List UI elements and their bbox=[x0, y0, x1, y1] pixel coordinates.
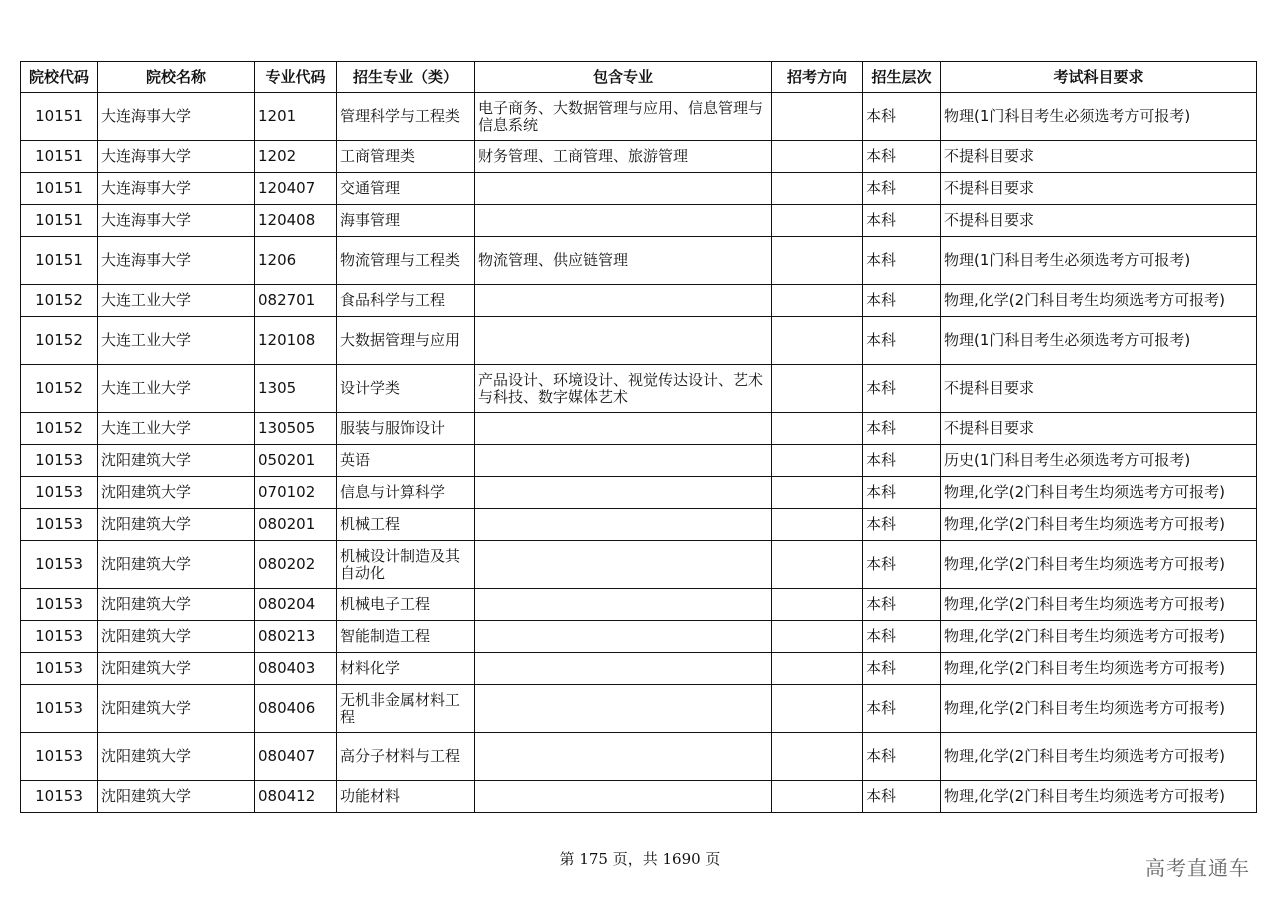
cell-major-code: 080406 bbox=[255, 685, 337, 733]
cell-direction bbox=[772, 285, 863, 317]
table-row bbox=[21, 653, 1257, 685]
table-row bbox=[21, 477, 1257, 509]
cell-school-name: 大连工业大学 bbox=[98, 365, 255, 413]
cell-direction bbox=[772, 541, 863, 589]
cell-major: 机械工程 bbox=[337, 509, 475, 541]
cell-subject-requirement: 物理(1门科目考生必须选考方可报考) bbox=[941, 237, 1257, 285]
header-school-name: 院校名称 bbox=[98, 62, 255, 93]
cell-school-name: 大连工业大学 bbox=[98, 413, 255, 445]
cell-level: 本科 bbox=[863, 509, 941, 541]
cell-school-code: 10153 bbox=[21, 445, 98, 477]
cell-direction bbox=[772, 653, 863, 685]
cell-school-code: 10151 bbox=[21, 141, 98, 173]
cell-included-majors bbox=[475, 413, 772, 445]
cell-major: 智能制造工程 bbox=[337, 621, 475, 653]
cell-major-code: 080201 bbox=[255, 509, 337, 541]
cell-school-name: 大连海事大学 bbox=[98, 173, 255, 205]
cell-subject-requirement: 历史(1门科目考生必须选考方可报考) bbox=[941, 445, 1257, 477]
table-row bbox=[21, 445, 1257, 477]
cell-level: 本科 bbox=[863, 477, 941, 509]
cell-direction bbox=[772, 205, 863, 237]
cell-direction bbox=[772, 589, 863, 621]
cell-subject-requirement: 物理(1门科目考生必须选考方可报考) bbox=[941, 317, 1257, 365]
cell-major: 无机非金属材料工程 bbox=[337, 685, 475, 733]
cell-level: 本科 bbox=[863, 733, 941, 781]
table-row bbox=[21, 589, 1257, 621]
table-row bbox=[21, 541, 1257, 589]
header-major-code: 专业代码 bbox=[255, 62, 337, 93]
cell-subject-requirement: 物理,化学(2门科目考生均须选考方可报考) bbox=[941, 541, 1257, 589]
cell-school-code: 10152 bbox=[21, 413, 98, 445]
cell-school-code: 10153 bbox=[21, 781, 98, 813]
cell-direction bbox=[772, 173, 863, 205]
cell-included-majors bbox=[475, 589, 772, 621]
table-row bbox=[21, 365, 1257, 413]
cell-direction bbox=[772, 141, 863, 173]
cell-school-code: 10153 bbox=[21, 685, 98, 733]
table-row bbox=[21, 781, 1257, 813]
cell-major-code: 1206 bbox=[255, 237, 337, 285]
cell-school-name: 大连海事大学 bbox=[98, 93, 255, 141]
cell-level: 本科 bbox=[863, 541, 941, 589]
cell-major: 信息与计算科学 bbox=[337, 477, 475, 509]
cell-included-majors: 电子商务、大数据管理与应用、信息管理与信息系统 bbox=[475, 93, 772, 141]
watermark-logo: 高考直通车 bbox=[1145, 856, 1250, 880]
cell-major-code: 1201 bbox=[255, 93, 337, 141]
cell-direction bbox=[772, 93, 863, 141]
cell-major-code: 080412 bbox=[255, 781, 337, 813]
cell-level: 本科 bbox=[863, 93, 941, 141]
cell-level: 本科 bbox=[863, 621, 941, 653]
cell-included-majors bbox=[475, 653, 772, 685]
cell-level: 本科 bbox=[863, 685, 941, 733]
cell-level: 本科 bbox=[863, 141, 941, 173]
table-row bbox=[21, 685, 1257, 733]
cell-included-majors bbox=[475, 445, 772, 477]
cell-major-code: 082701 bbox=[255, 285, 337, 317]
cell-school-name: 沈阳建筑大学 bbox=[98, 685, 255, 733]
cell-school-name: 沈阳建筑大学 bbox=[98, 589, 255, 621]
cell-major-code: 050201 bbox=[255, 445, 337, 477]
cell-subject-requirement: 物理,化学(2门科目考生均须选考方可报考) bbox=[941, 781, 1257, 813]
cell-subject-requirement: 不提科目要求 bbox=[941, 413, 1257, 445]
cell-school-name: 沈阳建筑大学 bbox=[98, 445, 255, 477]
cell-school-name: 沈阳建筑大学 bbox=[98, 781, 255, 813]
cell-major-code: 080204 bbox=[255, 589, 337, 621]
cell-school-code: 10151 bbox=[21, 205, 98, 237]
cell-level: 本科 bbox=[863, 653, 941, 685]
cell-school-code: 10153 bbox=[21, 733, 98, 781]
cell-included-majors bbox=[475, 173, 772, 205]
cell-direction bbox=[772, 509, 863, 541]
cell-school-code: 10151 bbox=[21, 237, 98, 285]
cell-direction bbox=[772, 781, 863, 813]
table-row bbox=[21, 317, 1257, 365]
cell-subject-requirement: 不提科目要求 bbox=[941, 365, 1257, 413]
cell-school-name: 沈阳建筑大学 bbox=[98, 541, 255, 589]
cell-direction bbox=[772, 445, 863, 477]
cell-major: 服装与服饰设计 bbox=[337, 413, 475, 445]
header-major: 招生专业（类） bbox=[337, 62, 475, 93]
header-level: 招生层次 bbox=[863, 62, 941, 93]
cell-included-majors bbox=[475, 317, 772, 365]
cell-major: 英语 bbox=[337, 445, 475, 477]
cell-major: 食品科学与工程 bbox=[337, 285, 475, 317]
cell-major: 海事管理 bbox=[337, 205, 475, 237]
page-number: 第 175 页，共 1690 页 bbox=[559, 850, 721, 868]
cell-major: 大数据管理与应用 bbox=[337, 317, 475, 365]
cell-major-code: 080202 bbox=[255, 541, 337, 589]
cell-direction bbox=[772, 621, 863, 653]
cell-subject-requirement: 物理,化学(2门科目考生均须选考方可报考) bbox=[941, 589, 1257, 621]
header-subject-requirement: 考试科目要求 bbox=[941, 62, 1257, 93]
cell-level: 本科 bbox=[863, 317, 941, 365]
cell-major-code: 080407 bbox=[255, 733, 337, 781]
cell-major-code: 1202 bbox=[255, 141, 337, 173]
cell-major: 机械电子工程 bbox=[337, 589, 475, 621]
cell-major: 机械设计制造及其自动化 bbox=[337, 541, 475, 589]
cell-school-code: 10152 bbox=[21, 317, 98, 365]
cell-school-name: 大连工业大学 bbox=[98, 317, 255, 365]
header-direction: 招考方向 bbox=[772, 62, 863, 93]
cell-included-majors: 产品设计、环境设计、视觉传达设计、艺术与科技、数字媒体艺术 bbox=[475, 365, 772, 413]
cell-subject-requirement: 物理,化学(2门科目考生均须选考方可报考) bbox=[941, 509, 1257, 541]
table-row bbox=[21, 141, 1257, 173]
cell-major-code: 120408 bbox=[255, 205, 337, 237]
cell-school-name: 沈阳建筑大学 bbox=[98, 621, 255, 653]
cell-direction bbox=[772, 365, 863, 413]
header-school-code: 院校代码 bbox=[21, 62, 98, 93]
table-row bbox=[21, 93, 1257, 141]
cell-level: 本科 bbox=[863, 205, 941, 237]
cell-major: 管理科学与工程类 bbox=[337, 93, 475, 141]
cell-school-code: 10151 bbox=[21, 93, 98, 141]
cell-major: 交通管理 bbox=[337, 173, 475, 205]
cell-included-majors bbox=[475, 621, 772, 653]
cell-subject-requirement: 物理,化学(2门科目考生均须选考方可报考) bbox=[941, 685, 1257, 733]
cell-school-code: 10153 bbox=[21, 541, 98, 589]
table-row bbox=[21, 205, 1257, 237]
cell-school-name: 大连工业大学 bbox=[98, 285, 255, 317]
cell-level: 本科 bbox=[863, 173, 941, 205]
cell-school-name: 沈阳建筑大学 bbox=[98, 477, 255, 509]
cell-direction bbox=[772, 685, 863, 733]
table-row bbox=[21, 621, 1257, 653]
cell-subject-requirement: 物理,化学(2门科目考生均须选考方可报考) bbox=[941, 621, 1257, 653]
cell-major-code: 1305 bbox=[255, 365, 337, 413]
cell-direction bbox=[772, 477, 863, 509]
admission-table bbox=[20, 61, 1257, 813]
cell-direction bbox=[772, 733, 863, 781]
cell-school-code: 10152 bbox=[21, 285, 98, 317]
cell-subject-requirement: 不提科目要求 bbox=[941, 205, 1257, 237]
cell-included-majors bbox=[475, 285, 772, 317]
cell-direction bbox=[772, 317, 863, 365]
cell-subject-requirement: 物理,化学(2门科目考生均须选考方可报考) bbox=[941, 477, 1257, 509]
cell-school-code: 10153 bbox=[21, 653, 98, 685]
cell-level: 本科 bbox=[863, 589, 941, 621]
cell-included-majors: 财务管理、工商管理、旅游管理 bbox=[475, 141, 772, 173]
cell-school-name: 沈阳建筑大学 bbox=[98, 653, 255, 685]
table-row bbox=[21, 509, 1257, 541]
cell-subject-requirement: 物理,化学(2门科目考生均须选考方可报考) bbox=[941, 733, 1257, 781]
cell-level: 本科 bbox=[863, 445, 941, 477]
cell-major-code: 130505 bbox=[255, 413, 337, 445]
cell-subject-requirement: 不提科目要求 bbox=[941, 141, 1257, 173]
cell-major: 功能材料 bbox=[337, 781, 475, 813]
cell-included-majors bbox=[475, 781, 772, 813]
table-header-row bbox=[21, 62, 1257, 93]
cell-school-name: 沈阳建筑大学 bbox=[98, 733, 255, 781]
cell-major: 工商管理类 bbox=[337, 141, 475, 173]
cell-direction bbox=[772, 413, 863, 445]
cell-school-code: 10152 bbox=[21, 365, 98, 413]
cell-included-majors bbox=[475, 205, 772, 237]
table-row bbox=[21, 237, 1257, 285]
cell-included-majors bbox=[475, 509, 772, 541]
cell-school-code: 10153 bbox=[21, 509, 98, 541]
cell-school-code: 10151 bbox=[21, 173, 98, 205]
table-row bbox=[21, 173, 1257, 205]
header-included-majors: 包含专业 bbox=[475, 62, 772, 93]
cell-major-code: 120407 bbox=[255, 173, 337, 205]
cell-major-code: 080213 bbox=[255, 621, 337, 653]
cell-level: 本科 bbox=[863, 365, 941, 413]
table-row bbox=[21, 413, 1257, 445]
cell-level: 本科 bbox=[863, 781, 941, 813]
cell-school-name: 大连海事大学 bbox=[98, 237, 255, 285]
cell-subject-requirement: 物理(1门科目考生必须选考方可报考) bbox=[941, 93, 1257, 141]
cell-level: 本科 bbox=[863, 285, 941, 317]
cell-included-majors bbox=[475, 541, 772, 589]
cell-level: 本科 bbox=[863, 413, 941, 445]
cell-major-code: 080403 bbox=[255, 653, 337, 685]
cell-level: 本科 bbox=[863, 237, 941, 285]
table-row bbox=[21, 733, 1257, 781]
cell-school-name: 大连海事大学 bbox=[98, 141, 255, 173]
cell-major: 设计学类 bbox=[337, 365, 475, 413]
cell-included-majors bbox=[475, 685, 772, 733]
cell-included-majors: 物流管理、供应链管理 bbox=[475, 237, 772, 285]
cell-major-code: 120108 bbox=[255, 317, 337, 365]
cell-direction bbox=[772, 237, 863, 285]
cell-major-code: 070102 bbox=[255, 477, 337, 509]
cell-subject-requirement: 不提科目要求 bbox=[941, 173, 1257, 205]
cell-major: 高分子材料与工程 bbox=[337, 733, 475, 781]
cell-school-code: 10153 bbox=[21, 477, 98, 509]
cell-subject-requirement: 物理,化学(2门科目考生均须选考方可报考) bbox=[941, 653, 1257, 685]
cell-school-name: 大连海事大学 bbox=[98, 205, 255, 237]
cell-subject-requirement: 物理,化学(2门科目考生均须选考方可报考) bbox=[941, 285, 1257, 317]
cell-major: 材料化学 bbox=[337, 653, 475, 685]
cell-school-name: 沈阳建筑大学 bbox=[98, 509, 255, 541]
cell-school-code: 10153 bbox=[21, 621, 98, 653]
cell-major: 物流管理与工程类 bbox=[337, 237, 475, 285]
cell-school-code: 10153 bbox=[21, 589, 98, 621]
cell-included-majors bbox=[475, 477, 772, 509]
cell-included-majors bbox=[475, 733, 772, 781]
table-row bbox=[21, 285, 1257, 317]
